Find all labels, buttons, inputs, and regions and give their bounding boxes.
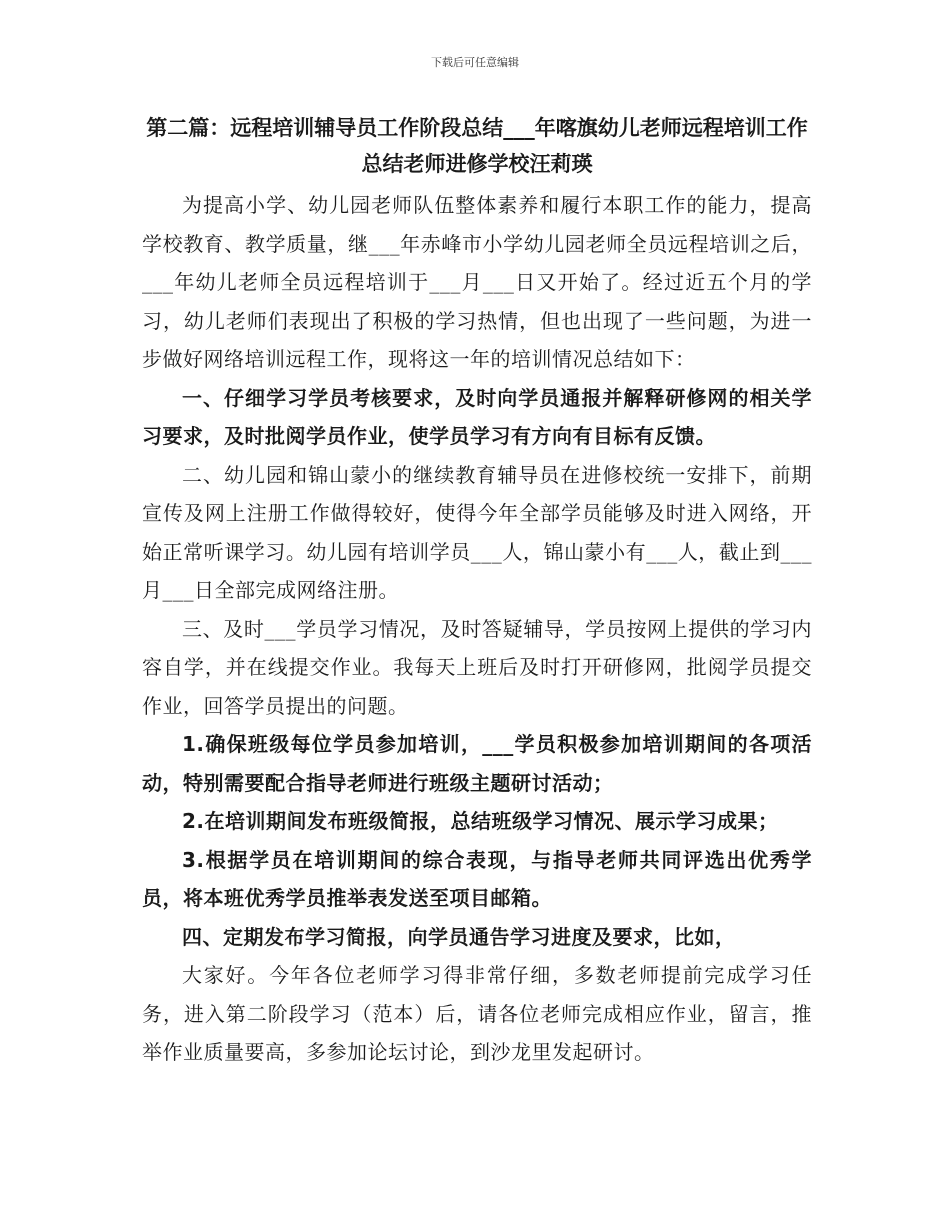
header-note: 下载后可任意编辑 [431, 56, 519, 69]
paragraph-section-4: 四、定期发布学习简报，向学员通告学习进度及要求，比如， [182, 924, 736, 949]
document-title: 第二篇：远程培训辅导员工作阶段总结___年喀旗幼儿老师远程培训工作总结老师进修学校汪莉瑛 [146, 116, 808, 176]
paragraph-intro: 为提高小学、幼儿园老师队伍整体素养和履行本职工作的能力，提高学校教育、教学质量，继___年赤峰市小学幼儿园老师全员远程培训之后，___年幼儿老师全员远程培训于___月___日又开始了。经过近五个月的学习，幼儿老师们表现出了积极的学习热情，但也出现了一些问题，为进一步做好网络培训远程工作，现将这一年的培训情况总结如下： [142, 193, 812, 371]
paragraph-section-2: 二、幼儿园和锦山蒙小的继续教育辅导员在进修校统一安排下，前期宣传及网上注册工作做得较好，使得今年全部学员能够及时进入网络，开始正常听课学习。幼儿园有培训学员___人，锦山蒙小有___人，截止到___月___日全部完成网络注册。 [142, 462, 812, 602]
document-body [142, 110, 812, 1072]
paragraph-item-3: 3.根据学员在培训期间的综合表现，与指导老师共同评选出优秀学员，将本班优秀学员推举表发送至项目邮箱。 [142, 847, 812, 910]
paragraph-item-1: 1.确保班级每位学员参加培训，___学员积极参加培训期间的各项活动，特别需要配合指导老师进行班级主题研讨活动； [142, 732, 812, 795]
paragraph-item-2: 2.在培训期间发布班级简报，总结班级学习情况、展示学习成果； [182, 809, 779, 833]
paragraph-section-1: 一、仔细学习学员考核要求，及时向学员通报并解释研修网的相关学习要求，及时批阅学员作业，使学员学习有方向有目标有反馈。 [142, 385, 812, 448]
paragraph-section-3: 三、及时___学员学习情况，及时答疑辅导，学员按网上提供的学习内容自学，并在线提交作业。我每天上班后及时打开研修网，批阅学员提交作业，回答学员提出的问题。 [142, 616, 812, 718]
paragraph-closing: 大家好。今年各位老师学习得非常仔细，多数老师提前完成学习任务，进入第二阶段学习（范本）后，请各位老师完成相应作业，留言，推举作业质量要高，多参加论坛讨论，到沙龙里发起研讨。 [142, 963, 812, 1064]
